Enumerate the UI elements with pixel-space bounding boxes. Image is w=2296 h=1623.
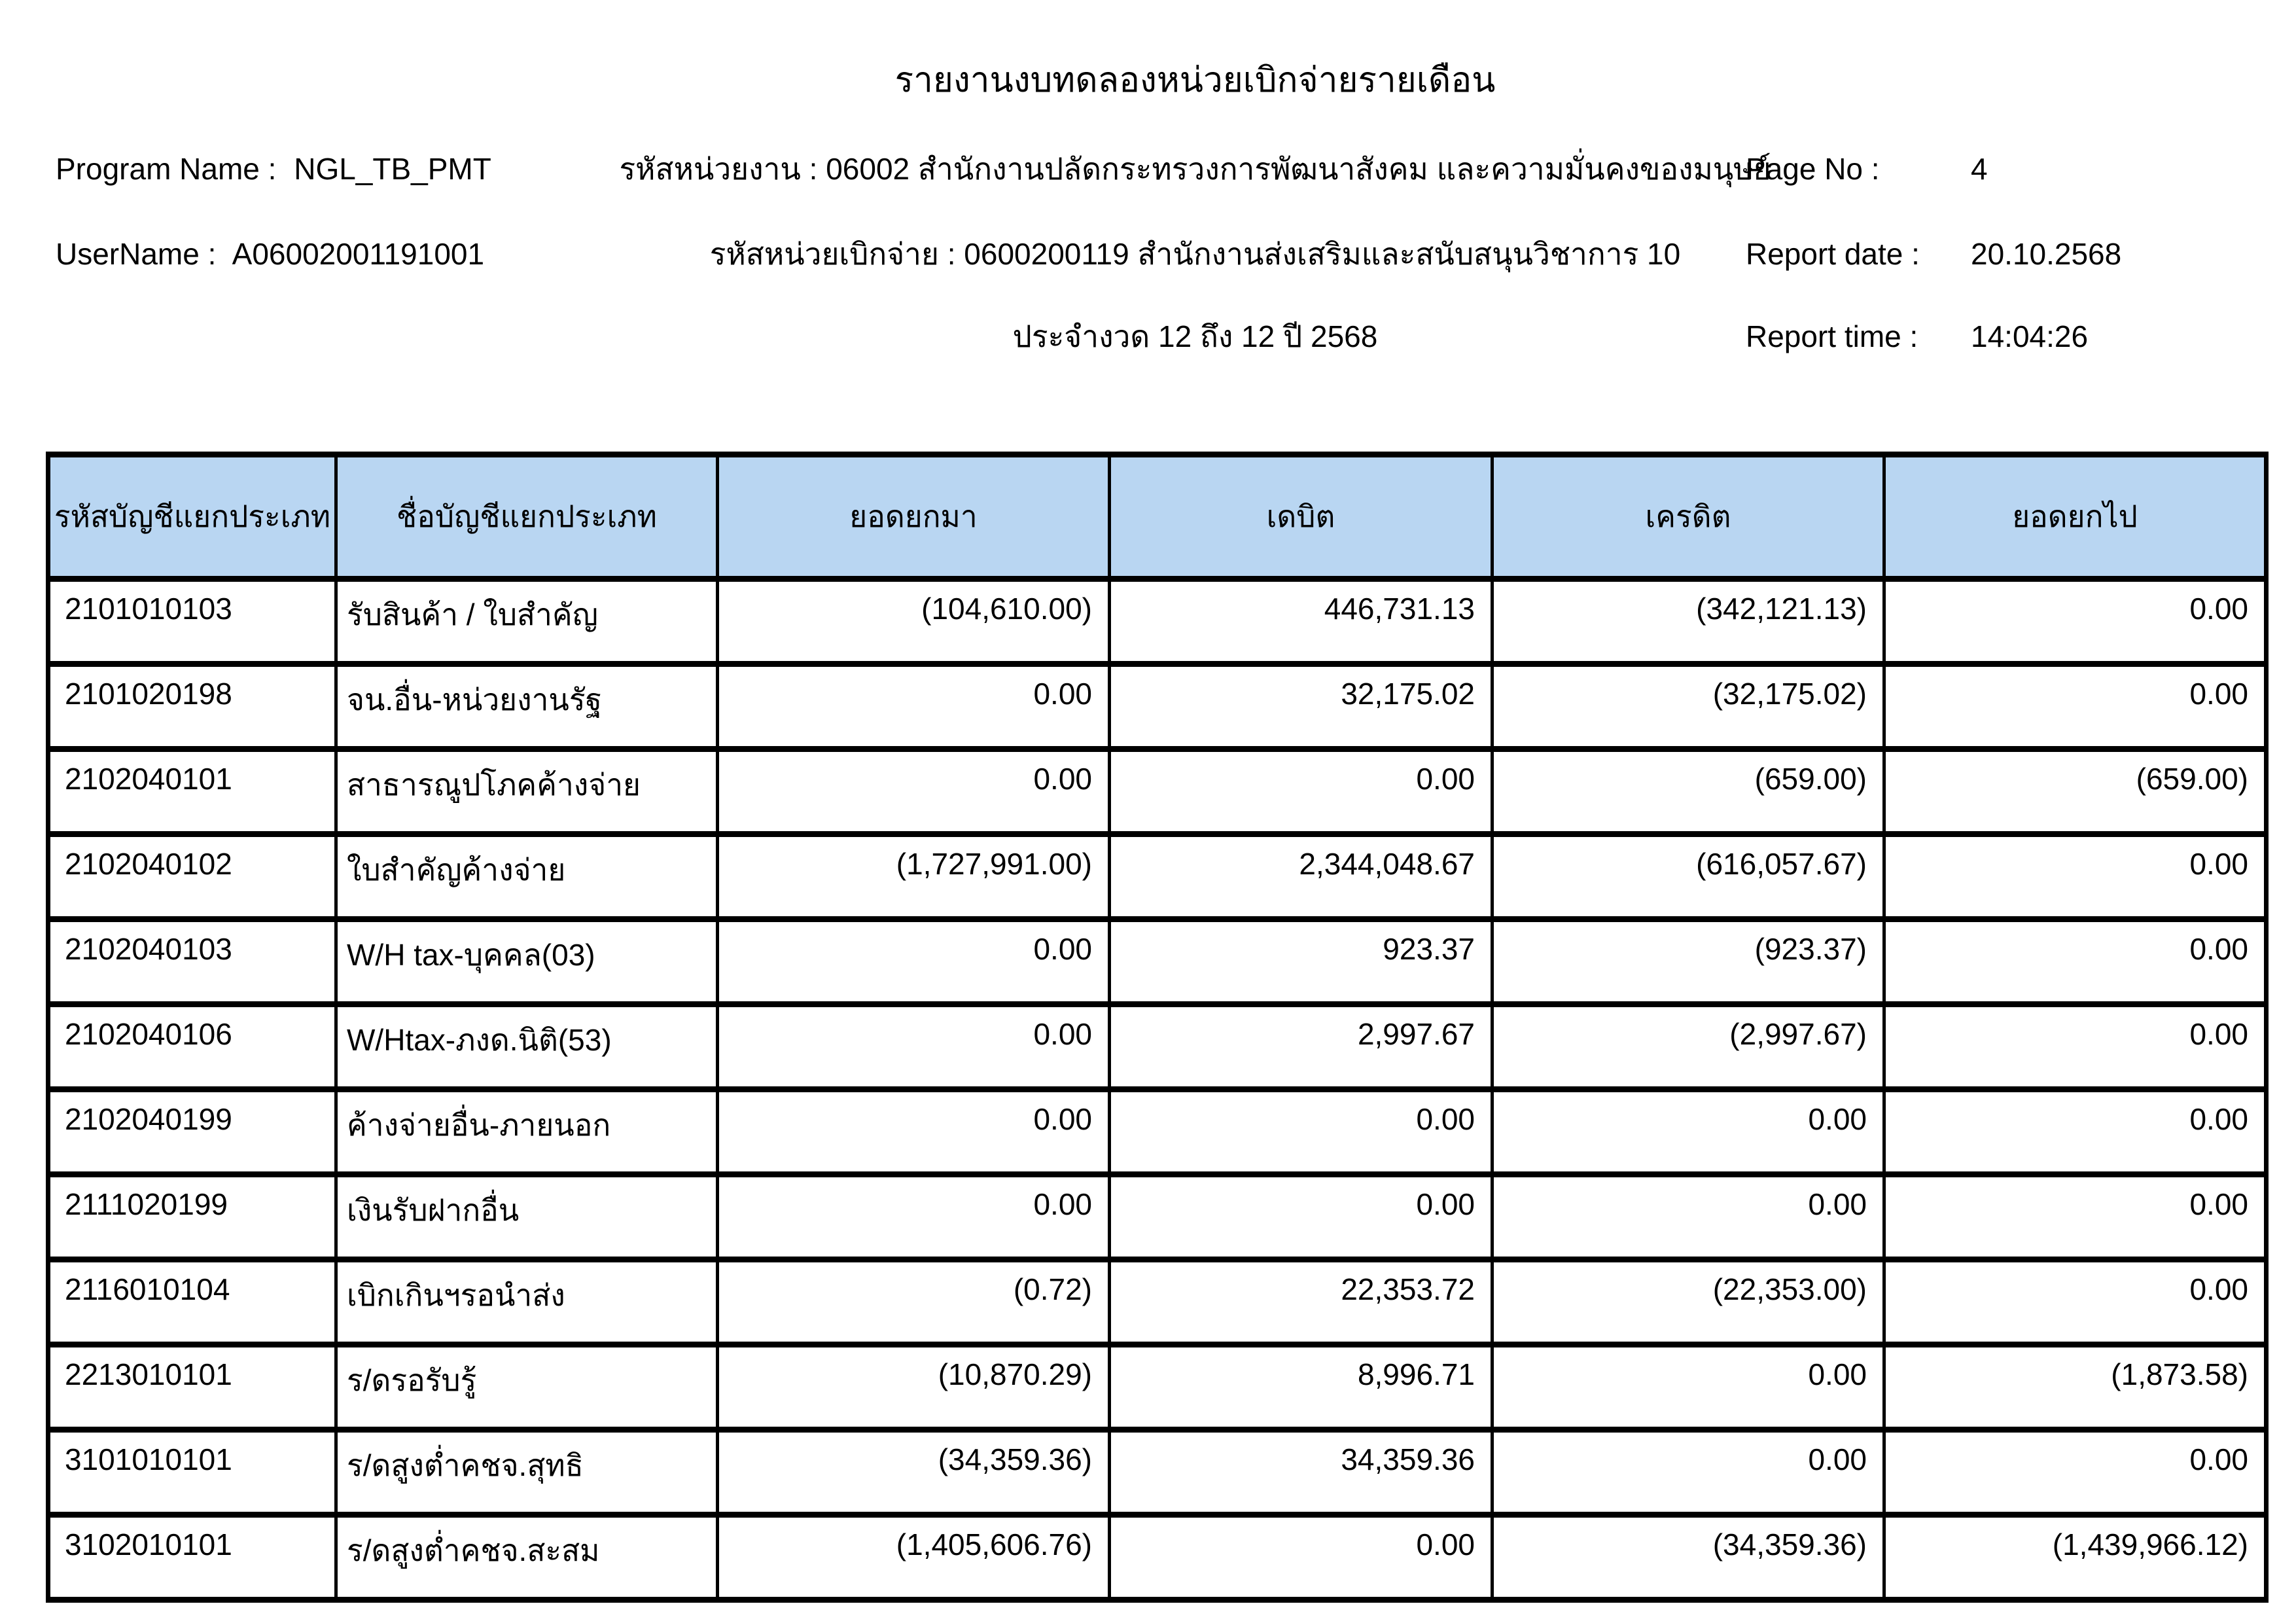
account-name-cell: ร/ดสูงต่ำคชจ.สุทธิ [336, 1430, 718, 1515]
account-name-cell: ร/ดรอรับรู้ [336, 1345, 718, 1430]
carry-forward-cell: (1,405,606.76) [718, 1515, 1110, 1600]
account-code-cell: 2102040101 [48, 749, 336, 834]
ending-balance-cell: 0.00 [1884, 1430, 2267, 1515]
debit-cell: 0.00 [1110, 1515, 1492, 1600]
account-name-cell: W/Htax-ภงด.นิติ(53) [336, 1005, 718, 1090]
carry-forward-cell: 0.00 [718, 1175, 1110, 1260]
page-no-label: Page No : [1746, 152, 1880, 186]
table-row [48, 664, 2267, 749]
account-name-cell: รับสินค้า / ใบสำคัญ [336, 579, 718, 664]
debit-cell: 446,731.13 [1110, 579, 1492, 664]
credit-cell: (342,121.13) [1492, 579, 1884, 664]
ending-balance-cell: 0.00 [1884, 664, 2267, 749]
credit-cell: 0.00 [1492, 1090, 1884, 1175]
carry-forward-cell: (34,359.36) [718, 1430, 1110, 1515]
carry-forward-cell: (10,870.29) [718, 1345, 1110, 1430]
report-date-value: 20.10.2568 [1971, 237, 2122, 271]
debit-cell: 2,344,048.67 [1110, 834, 1492, 919]
account-code-cell: 2102040199 [48, 1090, 336, 1175]
ending-balance-cell: 0.00 [1884, 1005, 2267, 1090]
ending-balance-cell: (1,439,966.12) [1884, 1515, 2267, 1600]
col-header-account-code: รหัสบัญชีแยกประเภท [48, 455, 336, 579]
table-row [48, 1175, 2267, 1260]
carry-forward-cell: 0.00 [718, 1090, 1110, 1175]
debit-cell: 22,353.72 [1110, 1260, 1492, 1345]
carry-forward-cell: 0.00 [718, 1005, 1110, 1090]
debit-cell: 32,175.02 [1110, 664, 1492, 749]
account-name-cell: ร/ดสูงต่ำคชจ.สะสม [336, 1515, 718, 1600]
credit-cell: (659.00) [1492, 749, 1884, 834]
ending-balance-cell: (1,873.58) [1884, 1345, 2267, 1430]
table-row [48, 1005, 2267, 1090]
col-header-debit: เดบิต [1110, 455, 1492, 579]
account-code-cell: 2101020198 [48, 664, 336, 749]
credit-cell: 0.00 [1492, 1345, 1884, 1430]
table-row [48, 579, 2267, 664]
account-code-cell: 3102010101 [48, 1515, 336, 1600]
debit-cell: 0.00 [1110, 1175, 1492, 1260]
program-name-line [56, 151, 491, 188]
report-time-label: Report time : [1746, 319, 1918, 353]
table-row [48, 1090, 2267, 1175]
ending-balance-cell: (659.00) [1884, 749, 2267, 834]
table-row [48, 919, 2267, 1005]
username-line [56, 236, 484, 274]
debit-cell: 34,359.36 [1110, 1430, 1492, 1515]
table-body [48, 579, 2267, 1600]
account-name-cell: สาธารณูปโภคค้างจ่าย [336, 749, 718, 834]
carry-forward-cell: 0.00 [718, 664, 1110, 749]
credit-cell: (22,353.00) [1492, 1260, 1884, 1345]
account-code-cell: 2102040102 [48, 834, 336, 919]
report-date-label: Report date : [1746, 237, 1920, 271]
trial-balance-table [46, 452, 2269, 1603]
ending-balance-cell: 0.00 [1884, 1175, 2267, 1260]
page-no-value: 4 [1971, 152, 1988, 186]
table-header [48, 455, 2267, 579]
account-name-cell: เบิกเกินฯรอนำส่ง [336, 1260, 718, 1345]
program-name-value: NGL_TB_PMT [294, 152, 491, 186]
period-line: ประจำงวด 12 ถึง 12 ปี 2568 [1012, 319, 1378, 353]
account-name-cell: จน.อื่น-หน่วยงานรัฐ [336, 664, 718, 749]
account-code-cell: 2102040103 [48, 919, 336, 1005]
ending-balance-cell: 0.00 [1884, 834, 2267, 919]
account-code-cell: 2102040106 [48, 1005, 336, 1090]
account-name-cell: W/H tax-บุคคล(03) [336, 919, 718, 1005]
account-name-cell: ใบสำคัญค้างจ่าย [336, 834, 718, 919]
table-row [48, 1345, 2267, 1430]
ending-balance-cell: 0.00 [1884, 1260, 2267, 1345]
username-label: UserName : [56, 237, 217, 271]
credit-cell: (923.37) [1492, 919, 1884, 1005]
disbursement-line: รหัสหน่วยเบิกจ่าย : 0600200119 สำนักงานส่งเสริมและสนับสนุนวิชาการ 10 [709, 237, 1681, 271]
account-code-cell: 2213010101 [48, 1345, 336, 1430]
col-header-ending-balance: ยอดยกไป [1884, 455, 2267, 579]
carry-forward-cell: 0.00 [718, 919, 1110, 1005]
carry-forward-cell: (0.72) [718, 1260, 1110, 1345]
agency-line: รหัสหน่วยงาน : 06002 สำนักงานปลัดกระทรวงการพัฒนาสังคม และความมั่นคงของมนุษย์ [619, 152, 1771, 186]
report-time-value: 14:04:26 [1971, 319, 2089, 353]
table-row [48, 834, 2267, 919]
account-code-cell: 3101010101 [48, 1430, 336, 1515]
debit-cell: 0.00 [1110, 1090, 1492, 1175]
col-header-carry-forward: ยอดยกมา [718, 455, 1110, 579]
debit-cell: 0.00 [1110, 749, 1492, 834]
ending-balance-cell: 0.00 [1884, 579, 2267, 664]
table-header-row [48, 455, 2267, 579]
ending-balance-cell: 0.00 [1884, 919, 2267, 1005]
table-row [48, 1260, 2267, 1345]
col-header-credit: เครดิต [1492, 455, 1884, 579]
credit-cell: (616,057.67) [1492, 834, 1884, 919]
carry-forward-cell: 0.00 [718, 749, 1110, 834]
credit-cell: 0.00 [1492, 1430, 1884, 1515]
table-row [48, 1515, 2267, 1600]
table-row [48, 749, 2267, 834]
ending-balance-cell: 0.00 [1884, 1090, 2267, 1175]
credit-cell: (34,359.36) [1492, 1515, 1884, 1600]
username-value: A06002001191001 [232, 237, 485, 271]
debit-cell: 2,997.67 [1110, 1005, 1492, 1090]
credit-cell: (2,997.67) [1492, 1005, 1884, 1090]
account-code-cell: 2111020199 [48, 1175, 336, 1260]
carry-forward-cell: (104,610.00) [718, 579, 1110, 664]
report-title: รายงานงบทดลองหน่วยเบิกจ่ายรายเดือน [894, 61, 1496, 99]
table-row [48, 1430, 2267, 1515]
account-name-cell: ค้างจ่ายอื่น-ภายนอก [336, 1090, 718, 1175]
debit-cell: 923.37 [1110, 919, 1492, 1005]
credit-cell: 0.00 [1492, 1175, 1884, 1260]
debit-cell: 8,996.71 [1110, 1345, 1492, 1430]
credit-cell: (32,175.02) [1492, 664, 1884, 749]
account-code-cell: 2101010103 [48, 579, 336, 664]
account-name-cell: เงินรับฝากอื่น [336, 1175, 718, 1260]
program-name-label: Program Name : [56, 152, 277, 186]
col-header-account-name: ชื่อบัญชีแยกประเภท [336, 455, 718, 579]
account-code-cell: 2116010104 [48, 1260, 336, 1345]
carry-forward-cell: (1,727,991.00) [718, 834, 1110, 919]
